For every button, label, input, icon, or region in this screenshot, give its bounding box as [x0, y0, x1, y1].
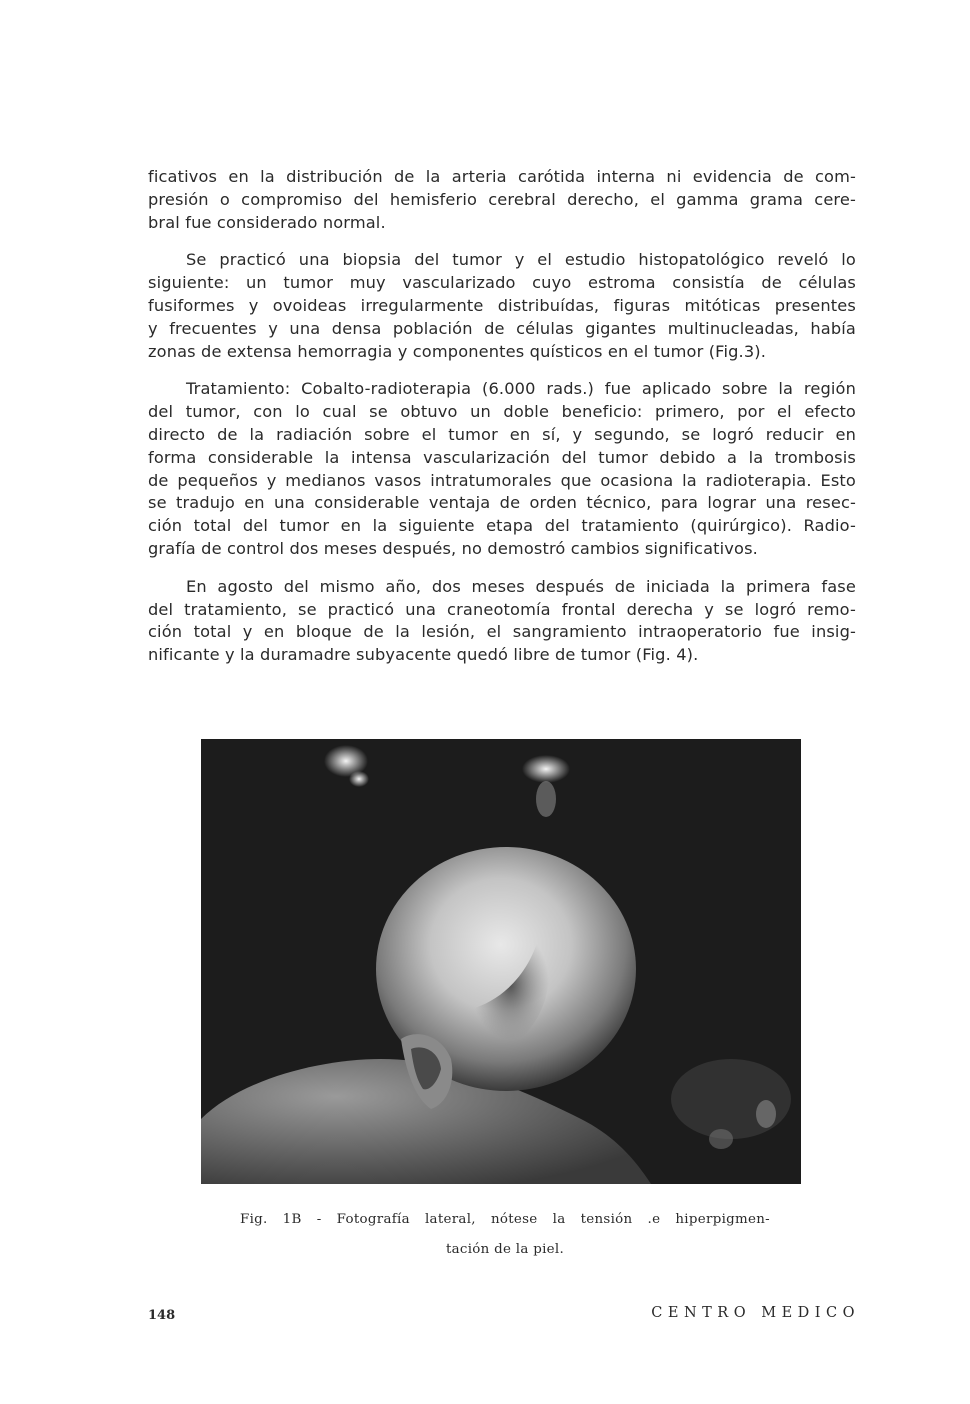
text-line: se tradujo en una considerable ventaja de orden técnico, para lograr una resec- [148, 493, 856, 513]
page-number: 148 [148, 1308, 176, 1323]
text-line: de pequeños y medianos vasos intratumorales que ocasiona la radioterapia. Esto [148, 470, 856, 490]
text-line: directo de la radiación sobre el tumor en sí, y segundo, se logró reducir en [148, 424, 856, 444]
paragraph [148, 166, 856, 234]
text-line: forma considerable la intensa vascularización del tumor debido a la trombosis [148, 447, 856, 467]
text-line: fusiformes y ovoideas irregularmente distribuídas, figuras mitóticas presentes [148, 295, 856, 315]
text-line: zonas de extensa hemorragia y componentes quísticos en el tumor (Fig.3). [148, 341, 767, 361]
text-line: Tratamiento: Cobalto-radioterapia (6.000 rads.) fue aplicado sobre la región [186, 379, 856, 399]
journal-name: CENTRO MEDICO [651, 1305, 860, 1321]
figure-caption-line-1: Fig. 1B - Fotografía lateral, nótese la tensión .e hiperpigmen- [240, 1212, 770, 1227]
text-line: presión o compromiso del hemisferio cerebral derecho, el gamma grama cere- [148, 189, 856, 209]
patient-head-photograph [201, 739, 801, 1184]
article-body [148, 166, 856, 682]
paragraph [148, 378, 856, 560]
text-line: nificante y la duramadre subyacente quedó libre de tumor (Fig. 4). [148, 645, 699, 665]
text-line: siguiente: un tumor muy vascularizado cuyo estroma consistía de células [148, 273, 856, 293]
text-line: ción total y en bloque de la lesión, el sangramiento intraoperatorio fue insig- [148, 622, 856, 642]
text-line: del tumor, con lo cual se obtuvo un doble beneficio: primero, por el efecto [148, 402, 856, 422]
figure-caption [240, 1205, 770, 1265]
text-line: ción total del tumor en la siguiente etapa del tratamiento (quirúrgico). Radio- [148, 516, 856, 536]
paragraph [148, 249, 856, 363]
paragraph [148, 576, 856, 667]
text-line: ficativos en la distribución de la arteria carótida interna ni evidencia de com- [148, 167, 856, 186]
figure-caption-line-2: tación de la piel. [445, 1242, 565, 1257]
text-line: y frecuentes y una densa población de células gigantes multinucleadas, había [148, 318, 856, 338]
text-line: del tratamiento, se practicó una craneotomía frontal derecha y se logró remo- [148, 599, 856, 619]
text-line: Se practicó una biopsia del tumor y el estudio histopatológico reveló lo [186, 250, 856, 270]
text-line: En agosto del mismo año, dos meses después de iniciada la primera fase [186, 576, 856, 596]
text-line: grafía de control dos meses después, no demostró cambios significativos. [148, 538, 758, 558]
text-line: bral fue considerado normal. [148, 212, 386, 232]
